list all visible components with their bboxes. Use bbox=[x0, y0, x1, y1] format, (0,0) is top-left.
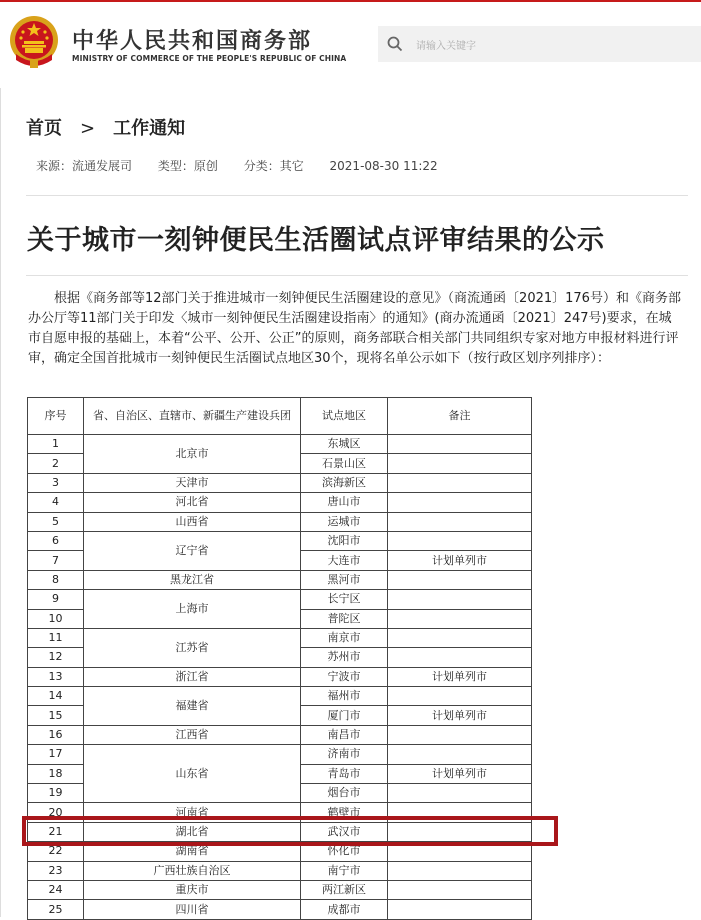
row-note bbox=[388, 531, 532, 550]
row-no: 25 bbox=[28, 900, 84, 919]
row-note bbox=[388, 784, 532, 803]
search-box[interactable] bbox=[378, 26, 701, 62]
row-note bbox=[388, 900, 532, 919]
row-note bbox=[388, 454, 532, 473]
header-no: 序号 bbox=[28, 398, 84, 435]
row-note bbox=[388, 687, 532, 706]
table-row bbox=[28, 435, 532, 454]
table-row bbox=[28, 512, 532, 531]
row-province: 浙江省 bbox=[84, 667, 301, 686]
row-province: 江西省 bbox=[84, 725, 301, 744]
meta-type: 类型：原创 bbox=[157, 159, 218, 173]
table-row bbox=[28, 493, 532, 512]
row-province: 上海市 bbox=[84, 590, 301, 629]
row-no: 1 bbox=[28, 435, 84, 454]
row-pilot: 厦门市 bbox=[301, 706, 388, 725]
content-border bbox=[0, 88, 1, 917]
table-row bbox=[28, 745, 532, 764]
breadcrumb-separator: > bbox=[80, 118, 96, 139]
row-note bbox=[388, 609, 532, 628]
row-note bbox=[388, 861, 532, 880]
row-pilot: 滨海新区 bbox=[301, 473, 388, 492]
table-row bbox=[28, 861, 532, 880]
row-pilot: 运城市 bbox=[301, 512, 388, 531]
row-note bbox=[388, 880, 532, 899]
row-note bbox=[388, 628, 532, 647]
table-row bbox=[28, 687, 532, 706]
article-paragraph-text: 根据《商务部等12部门关于推进城市一刻钟便民生活圈建设的意见》（商流通函〔2021〕176号）和《商务部办公厅等11部门关于印发〈城市一刻钟便民生活圈建设指南〉的通知》(商办流通函〔2021〕247号)要求，在城市自愿申报的基础上，本着“公平、公开、公正”的原则，商务部联合相关部门共同组织专家对地方申报材料进行评审，确定全国首批城市一刻钟便民生活圈试点地区30个，现将名单公示如下（按行政区划序列排序）： bbox=[28, 291, 681, 366]
row-province: 重庆市 bbox=[84, 880, 301, 899]
row-pilot: 南宁市 bbox=[301, 861, 388, 880]
row-no: 18 bbox=[28, 764, 84, 783]
meta-source: 来源：流通发展司 bbox=[36, 159, 133, 173]
row-note bbox=[388, 648, 532, 667]
breadcrumb-section-link[interactable]: 工作通知 bbox=[113, 118, 186, 139]
row-pilot: 两江新区 bbox=[301, 880, 388, 899]
divider bbox=[26, 195, 688, 196]
row-pilot: 东城区 bbox=[301, 435, 388, 454]
row-province: 山西省 bbox=[84, 512, 301, 531]
table-row bbox=[28, 725, 532, 744]
row-no: 16 bbox=[28, 725, 84, 744]
header-province: 省、自治区、直辖市、新疆生产建设兵团 bbox=[84, 398, 301, 435]
row-no: 3 bbox=[28, 473, 84, 492]
row-province: 辽宁省 bbox=[84, 531, 301, 570]
row-pilot: 南京市 bbox=[301, 628, 388, 647]
national-emblem-icon[interactable] bbox=[8, 14, 60, 70]
row-no: 20 bbox=[28, 803, 84, 822]
table-row bbox=[28, 880, 532, 899]
table-row bbox=[28, 667, 532, 686]
article-paragraph bbox=[28, 289, 684, 369]
row-no: 17 bbox=[28, 745, 84, 764]
header-pilot: 试点地区 bbox=[301, 398, 388, 435]
row-no: 4 bbox=[28, 493, 84, 512]
table-row bbox=[28, 570, 532, 589]
row-no: 14 bbox=[28, 687, 84, 706]
row-no: 23 bbox=[28, 861, 84, 880]
site-name-en: MINISTRY OF COMMERCE OF THE PEOPLE'S REPUBLIC OF CHINA bbox=[72, 54, 347, 63]
row-province: 河南省 bbox=[84, 803, 301, 822]
row-no: 5 bbox=[28, 512, 84, 531]
row-no: 9 bbox=[28, 590, 84, 609]
row-pilot: 唐山市 bbox=[301, 493, 388, 512]
row-note bbox=[388, 725, 532, 744]
row-pilot: 福州市 bbox=[301, 687, 388, 706]
highlight-box bbox=[22, 816, 558, 846]
row-note: 计划单列市 bbox=[388, 764, 532, 783]
row-province: 江苏省 bbox=[84, 628, 301, 667]
row-note bbox=[388, 473, 532, 492]
site-header bbox=[0, 0, 701, 88]
row-note: 计划单列市 bbox=[388, 706, 532, 725]
table-row bbox=[28, 590, 532, 609]
row-no: 8 bbox=[28, 570, 84, 589]
row-pilot: 南昌市 bbox=[301, 725, 388, 744]
row-note bbox=[388, 570, 532, 589]
row-pilot: 苏州市 bbox=[301, 648, 388, 667]
table-row bbox=[28, 531, 532, 550]
row-pilot: 宁波市 bbox=[301, 667, 388, 686]
site-name-cn[interactable]: 中华人民共和国商务部 bbox=[72, 29, 313, 54]
row-no: 21 bbox=[28, 822, 84, 841]
row-province: 广西壮族自治区 bbox=[84, 861, 301, 880]
row-note bbox=[388, 493, 532, 512]
row-pilot: 石景山区 bbox=[301, 454, 388, 473]
row-no: 7 bbox=[28, 551, 84, 570]
search-input[interactable]: 请输入关键字 bbox=[416, 41, 476, 52]
header-top-line bbox=[0, 0, 701, 2]
row-no: 2 bbox=[28, 454, 84, 473]
row-note: 计划单列市 bbox=[388, 551, 532, 570]
row-pilot: 成都市 bbox=[301, 900, 388, 919]
table-row bbox=[28, 473, 532, 492]
row-no: 12 bbox=[28, 648, 84, 667]
row-pilot: 沈阳市 bbox=[301, 531, 388, 550]
row-no: 22 bbox=[28, 842, 84, 861]
meta-category: 分类：其它 bbox=[243, 159, 304, 173]
row-note bbox=[388, 590, 532, 609]
row-pilot: 青岛市 bbox=[301, 764, 388, 783]
row-note bbox=[388, 745, 532, 764]
row-province: 山东省 bbox=[84, 745, 301, 803]
row-province: 湖北省 bbox=[84, 822, 301, 841]
row-no: 10 bbox=[28, 609, 84, 628]
row-note bbox=[388, 512, 532, 531]
row-pilot: 武汉市 bbox=[301, 822, 388, 841]
row-pilot: 黑河市 bbox=[301, 570, 388, 589]
row-pilot: 怀化市 bbox=[301, 842, 388, 861]
row-province: 四川省 bbox=[84, 900, 301, 919]
row-no: 24 bbox=[28, 880, 84, 899]
row-pilot: 长宁区 bbox=[301, 590, 388, 609]
search-icon[interactable] bbox=[386, 35, 404, 53]
row-province: 天津市 bbox=[84, 473, 301, 492]
row-province: 黑龙江省 bbox=[84, 570, 301, 589]
table-row bbox=[28, 628, 532, 647]
table-header-row bbox=[28, 398, 532, 435]
row-no: 19 bbox=[28, 784, 84, 803]
breadcrumb-home-link[interactable]: 首页 bbox=[26, 118, 62, 139]
row-pilot: 济南市 bbox=[301, 745, 388, 764]
row-pilot: 鹤壁市 bbox=[301, 803, 388, 822]
row-province: 湖南省 bbox=[84, 842, 301, 861]
row-note: 计划单列市 bbox=[388, 667, 532, 686]
article-title: 关于城市一刻钟便民生活圈试点评审结果的公示 bbox=[27, 225, 605, 256]
row-note bbox=[388, 435, 532, 454]
row-no: 13 bbox=[28, 667, 84, 686]
row-no: 11 bbox=[28, 628, 84, 647]
breadcrumb bbox=[26, 114, 185, 140]
header-note: 备注 bbox=[388, 398, 532, 435]
row-pilot: 大连市 bbox=[301, 551, 388, 570]
row-province: 福建省 bbox=[84, 687, 301, 726]
meta-date: 2021-08-30 11:22 bbox=[329, 159, 438, 173]
row-no: 15 bbox=[28, 706, 84, 725]
divider bbox=[26, 275, 688, 276]
row-province: 北京市 bbox=[84, 435, 301, 474]
row-pilot: 普陀区 bbox=[301, 609, 388, 628]
row-pilot: 烟台市 bbox=[301, 784, 388, 803]
row-province: 河北省 bbox=[84, 493, 301, 512]
article-meta bbox=[36, 157, 460, 174]
row-no: 6 bbox=[28, 531, 84, 550]
table-row bbox=[28, 900, 532, 919]
